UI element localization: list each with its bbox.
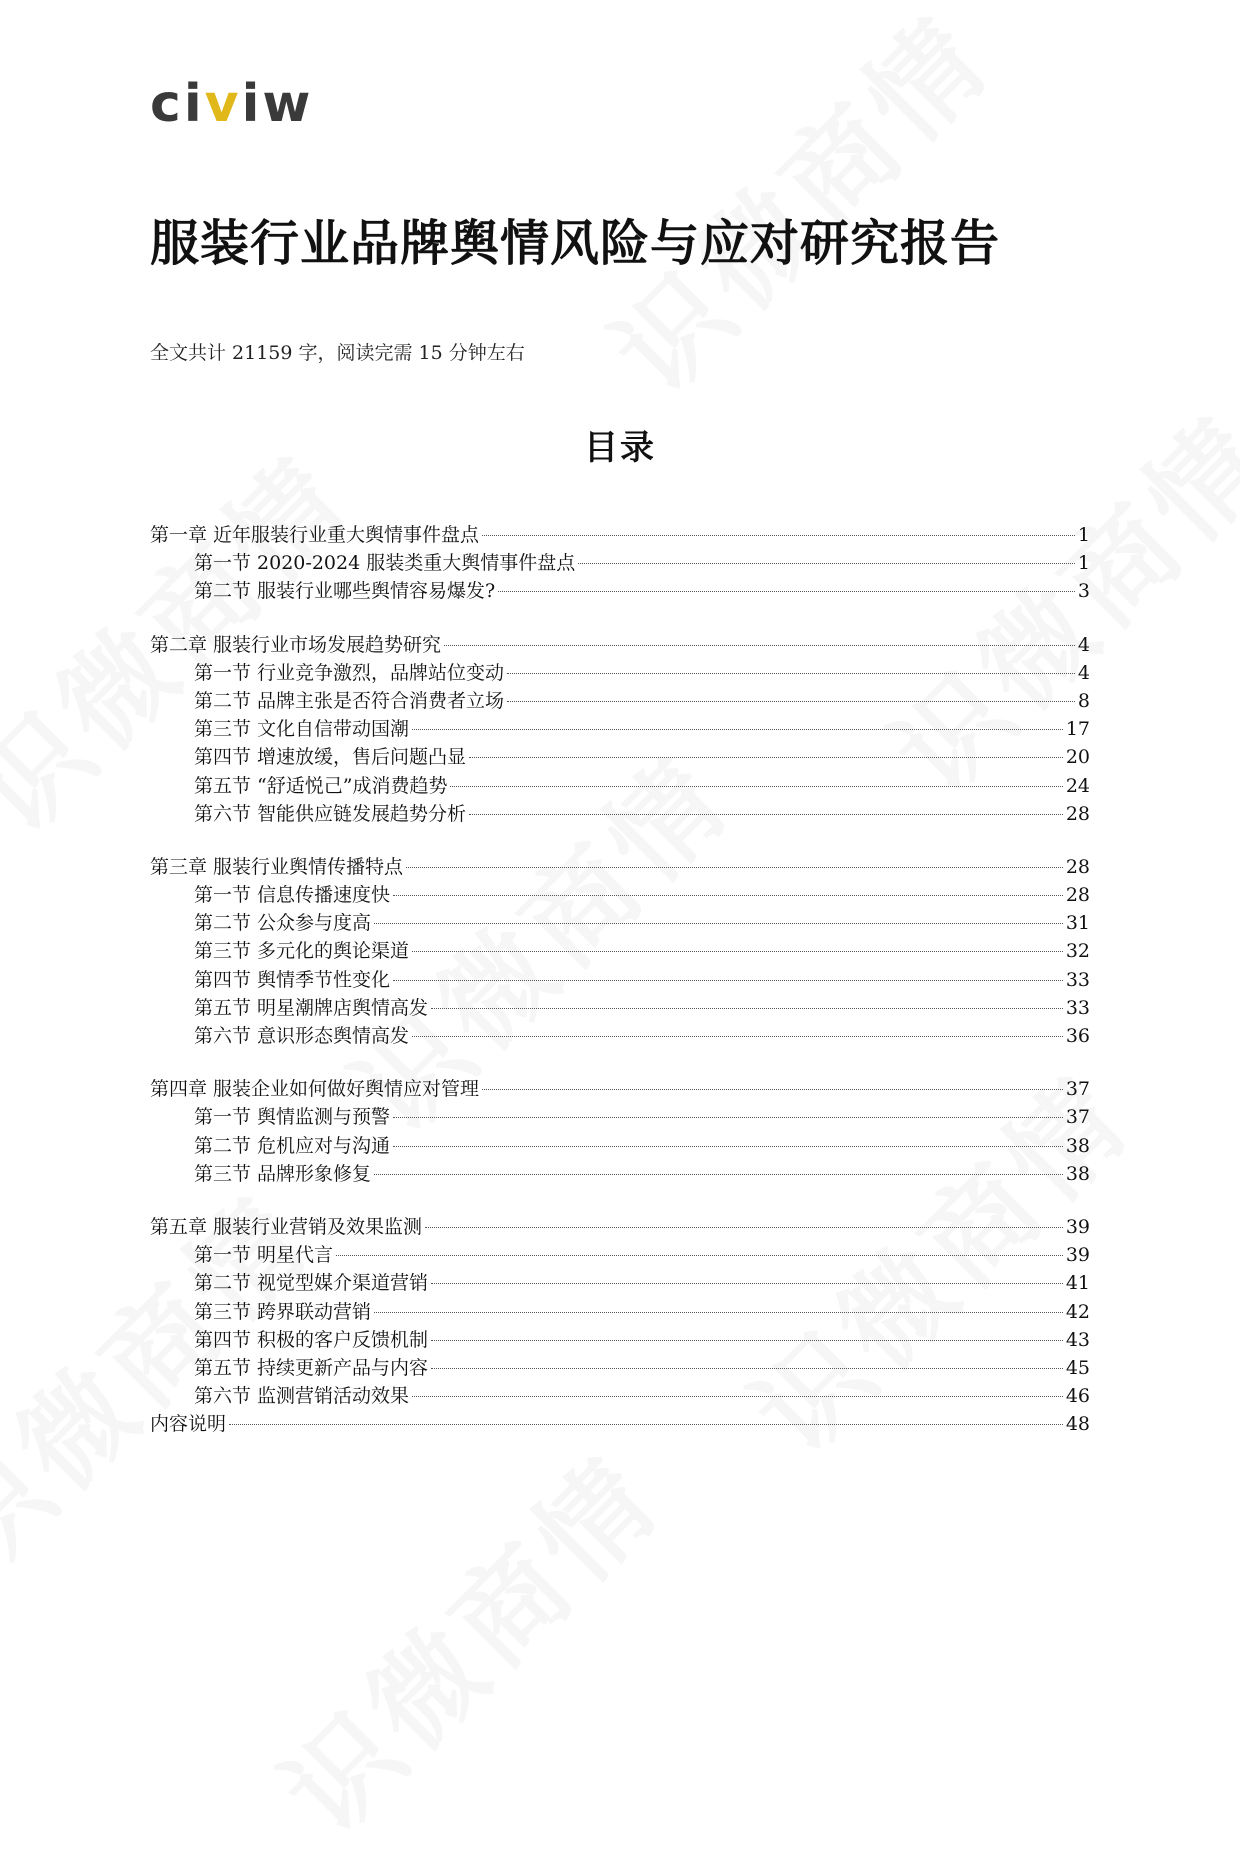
toc-page-number: 39 (1065, 1244, 1090, 1267)
dot-leader (507, 673, 1075, 674)
toc-section-entry[interactable] (150, 993, 1090, 1021)
toc-label: 第四节 积极的客户反馈机制 (194, 1328, 429, 1351)
toc-label: 第六节 智能供应链发展趋势分析 (194, 802, 467, 825)
dot-leader (469, 814, 1063, 815)
toc-label: 第一节 明星代言 (194, 1244, 334, 1267)
toc-label: 第五节 “舒适悦己”成消费趋势 (194, 774, 448, 797)
toc-page-number: 36 (1065, 1025, 1090, 1047)
dot-leader (393, 980, 1063, 981)
toc-page-number: 33 (1065, 996, 1090, 1019)
toc-chapter-group (150, 852, 1090, 1049)
dot-leader (482, 535, 1075, 536)
dot-leader (431, 1368, 1063, 1369)
toc-chapter-entry[interactable] (150, 630, 1090, 658)
toc-page-number: 43 (1065, 1328, 1090, 1351)
toc-page-number: 42 (1065, 1300, 1090, 1323)
toc-section-entry[interactable] (150, 686, 1090, 714)
toc-label: 第三节 文化自信带动国潮 (194, 718, 410, 741)
toc-section-entry[interactable] (150, 1021, 1090, 1049)
toc-section-entry[interactable] (150, 1325, 1090, 1353)
dot-leader (406, 867, 1063, 868)
toc-section-entry[interactable] (150, 658, 1090, 686)
toc-label: 第四章 服装企业如何做好舆情应对管理 (150, 1078, 480, 1101)
toc-label: 第二节 公众参与度高 (194, 912, 372, 935)
logo-part: iw (241, 74, 314, 134)
toc-page-number: 38 (1065, 1134, 1090, 1157)
toc-section-entry[interactable] (150, 576, 1090, 604)
toc-label: 第三节 跨界联动营销 (194, 1300, 372, 1323)
toc-page-number: 48 (1065, 1413, 1090, 1436)
toc-page-number: 24 (1065, 774, 1090, 797)
toc-chapter-group (150, 1409, 1090, 1437)
toc-label: 第二节 服装行业哪些舆情容易爆发? (194, 580, 496, 603)
toc-page-number: 4 (1077, 661, 1090, 684)
toc-chapter-entry[interactable] (150, 1212, 1090, 1240)
toc-heading: 目录 (584, 428, 656, 468)
toc-page-number: 28 (1065, 802, 1090, 825)
dot-leader (393, 1146, 1063, 1147)
report-title: 服装行业品牌舆情风险与应对研究报告 (150, 215, 1001, 272)
toc-label: 第二节 品牌主张是否符合消费者立场 (194, 689, 505, 712)
dot-leader (431, 1008, 1063, 1009)
toc-label: 第五节 持续更新产品与内容 (194, 1356, 429, 1379)
toc-section-entry[interactable] (150, 1159, 1090, 1187)
dot-leader (336, 1255, 1063, 1256)
dot-leader (412, 729, 1063, 730)
dot-leader (482, 1089, 1063, 1090)
table-of-contents (150, 520, 1090, 1437)
toc-chapter-entry[interactable] (150, 852, 1090, 880)
toc-label: 第一节 信息传播速度快 (194, 884, 391, 907)
toc-page-number: 41 (1065, 1272, 1090, 1295)
toc-page-number: 45 (1065, 1356, 1090, 1379)
toc-page-number: 32 (1065, 940, 1090, 963)
watermark-text (243, 1416, 688, 1861)
toc-section-entry[interactable] (150, 1353, 1090, 1381)
toc-section-entry[interactable] (150, 1297, 1090, 1325)
toc-label: 第五节 明星潮牌店舆情高发 (194, 996, 429, 1019)
word-count-note: 全文共计 21159 字，阅读完需 15 分钟左右 (150, 342, 525, 364)
toc-section-entry[interactable] (150, 1131, 1090, 1159)
toc-section-entry[interactable] (150, 771, 1090, 799)
toc-page-number: 1 (1077, 524, 1090, 546)
toc-page-number: 33 (1065, 968, 1090, 991)
toc-page-number: 3 (1077, 580, 1090, 603)
dot-leader (393, 1117, 1063, 1118)
dot-leader (393, 895, 1063, 896)
toc-label: 第二章 服装行业市场发展趋势研究 (150, 633, 442, 656)
toc-section-entry[interactable] (150, 1102, 1090, 1130)
dot-leader (578, 563, 1075, 564)
toc-page-number: 20 (1065, 746, 1090, 769)
toc-chapter-group (150, 1074, 1090, 1187)
toc-label: 第三节 多元化的舆论渠道 (194, 940, 410, 963)
dot-leader (498, 591, 1075, 592)
toc-chapter-entry[interactable] (150, 1409, 1090, 1437)
dot-leader (425, 1227, 1063, 1228)
toc-page-number: 8 (1077, 689, 1090, 712)
toc-chapter-group (150, 630, 1090, 827)
toc-page-number: 37 (1065, 1078, 1090, 1101)
dot-leader (431, 1283, 1063, 1284)
toc-section-entry[interactable] (150, 936, 1090, 964)
toc-page-number: 17 (1065, 718, 1090, 741)
toc-section-entry[interactable] (150, 799, 1090, 827)
toc-section-entry[interactable] (150, 880, 1090, 908)
toc-page-number: 37 (1065, 1106, 1090, 1129)
toc-section-entry[interactable] (150, 1268, 1090, 1296)
dot-leader (444, 645, 1075, 646)
toc-label: 第二节 视觉型媒介渠道营销 (194, 1272, 429, 1295)
toc-page-number: 39 (1065, 1215, 1090, 1238)
toc-chapter-entry[interactable] (150, 520, 1090, 548)
toc-chapter-group (150, 1212, 1090, 1409)
toc-section-entry[interactable] (150, 742, 1090, 770)
toc-page-number: 38 (1065, 1162, 1090, 1185)
dot-leader (374, 1312, 1063, 1313)
toc-section-entry[interactable] (150, 965, 1090, 993)
dot-leader (374, 923, 1063, 924)
dot-leader (507, 701, 1075, 702)
toc-chapter-entry[interactable] (150, 1074, 1090, 1102)
toc-label: 第三章 服装行业舆情传播特点 (150, 855, 404, 878)
dot-leader (412, 951, 1063, 952)
toc-section-entry[interactable] (150, 548, 1090, 576)
toc-section-entry[interactable] (150, 714, 1090, 742)
dot-leader (229, 1424, 1063, 1425)
toc-label: 第一节 舆情监测与预警 (194, 1106, 391, 1129)
toc-label: 第一节 行业竞争激烈，品牌站位变动 (194, 661, 505, 684)
toc-label: 第一节 2020-2024 服装类重大舆情事件盘点 (194, 552, 576, 575)
dot-leader (412, 1396, 1063, 1397)
dot-leader (450, 786, 1062, 787)
toc-page-number: 31 (1065, 912, 1090, 935)
toc-page-number: 28 (1065, 884, 1090, 907)
toc-page-number: 4 (1077, 633, 1090, 656)
toc-label: 第二节 危机应对与沟通 (194, 1134, 391, 1157)
toc-section-entry[interactable] (150, 1381, 1090, 1409)
toc-section-entry[interactable] (150, 908, 1090, 936)
toc-label: 第一章 近年服装行业重大舆情事件盘点 (150, 524, 480, 546)
dot-leader (469, 757, 1063, 758)
toc-section-entry[interactable] (150, 1240, 1090, 1268)
dot-leader (431, 1340, 1063, 1341)
dot-leader (374, 1174, 1063, 1175)
toc-page-number: 28 (1065, 855, 1090, 878)
toc-label: 第四节 舆情季节性变化 (194, 968, 391, 991)
toc-page-number: 46 (1065, 1385, 1090, 1408)
civiw-logo (150, 74, 313, 134)
toc-label: 第五章 服装行业营销及效果监测 (150, 1215, 423, 1238)
logo-part: ci (150, 74, 205, 134)
dot-leader (412, 1036, 1063, 1037)
toc-label: 第四节 增速放缓，售后问题凸显 (194, 746, 467, 769)
toc-label: 内容说明 (150, 1413, 227, 1436)
toc-chapter-group (150, 520, 1090, 605)
toc-label: 第三节 品牌形象修复 (194, 1162, 372, 1185)
toc-label: 第六节 监测营销活动效果 (194, 1385, 410, 1408)
logo-accent: v (204, 74, 242, 134)
toc-label: 第六节 意识形态舆情高发 (194, 1025, 410, 1047)
toc-page-number: 1 (1077, 552, 1090, 575)
